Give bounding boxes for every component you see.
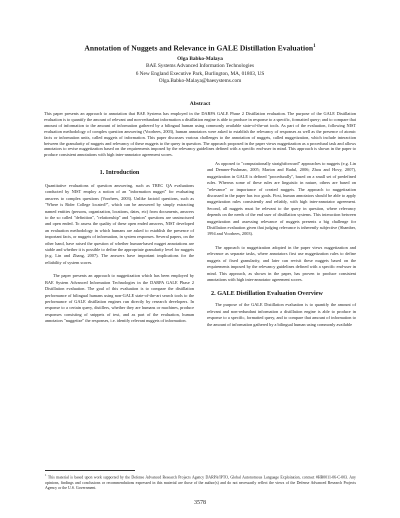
intro-paragraph-4: The approach to nuggetization adopted in the paper views nuggetization and relevance as separate tasks, where annotators first use nuggetization rules to define nuggets of fixed granularity, and later can revisit these nuggets based on the requirements imposed by the relevancy guidelines defined with a specific end-user in mind. This approach, as shown in the paper, has proven to produce consistent annotations with high inter-annotator agreement scores. [207, 244, 356, 282]
author-block [0, 56, 400, 86]
section-heading-overview: 2. GALE Distillation Evaluation Overview [211, 290, 323, 298]
left-column [45, 161, 194, 332]
abstract-text: This paper presents an approach to annotation that BAE Systems has employed in the DARPA GALE Phase 2 Distillation evaluation. The purpose of the GALE Distillation evaluation is to quantify the amount of relevant and non-redundant information a distillation engine is able to produce in response to a specific, formatted query; and to compare that amount of information to the amount of information gathered by a bilingual human using commonly available state-of-the-art tools. As part of the evaluation, following NIST evaluation methodology of complex question answering (Voorhees, 2003), human annotators were asked to establish the relevancy of responses as well as the presence of atomic facts or information units, called nuggets of information. This paper discusses various challenges to the annotation of nuggets, called nuggetization, which include interaction between the granularity of nuggets and relevancy of these nuggets to the query in question. The approach proposed in the paper views nuggetization as a procedural task and allows annotators to revise nuggetization based on the requirements imposed by the relevancy guidelines defined with a specific end-user in mind. This approach is shown in the paper to produce consistent annotations with high inter-annotator agreement scores. [44, 111, 356, 158]
author-affiliation: BAE Systems Advanced Information Technologies [145, 63, 255, 70]
intro-paragraph-3: As opposed to "computationally straightforward" approaches to nuggets (e.g. Lin and Demner-Fushman, 2005; Marton and Radul, 2006; Zhou and Hovy, 2007), nuggetization in GALE is defined "procedurally", based on a small set of predefined rules. Whereas some of these rules are linguistic in nature, others are based on "relevance" or importance of created nuggets. The approach to nuggetization discussed in the paper has two goals. First, human annotators should be able to apply nuggetization rules consistently and reliably, with high inter-annotator agreement. Second, all nuggets must be relevant to the query in question, where relevancy depends on the needs of the end user of distillation systems. This interaction between nuggetization and assessing relevance of nuggets presents a big challenge for Distillation evaluation given that judging relevance is inherently subjective (Shamber, 1994 and Voorhees, 2003). [207, 161, 356, 237]
intro-paragraph-2: The paper presents an approach to nuggetization which has been employed by BAE System Advanced Information Technologies in the DARPA GALE Phase 2 Distillation evaluation. The goal of this evaluation is to compare the distillation performance of bilingual humans using non-GALE state-of-the-art search tools to the performance of GALE distillation engines run directly by research developers. In response to a certain query, distillers, whether they are humans or machines, produce responses consisting of snippets of text, and as part of the evaluation, human annotators "nuggetize" the responses, i.e. identify relevant nuggets of information. [45, 273, 194, 324]
page-number: 3578 [194, 500, 206, 506]
footnote-text: This material is based upon work supported by the Defense Advanced Research Projects Agency DARPA/IPTO, Global Autonomous Language Exploitation, contract #HR0011-06-C-003. Any opinions, findings and conclusions or recommendations expressed in this material are those of the author(s) and do not necessarily reflect the views of the Defense Advanced Research Projects Agency or the U.S. Government. [45, 475, 356, 490]
title-text: Annotation of Nuggets and Relevance in GALE Distillation Evaluation [84, 43, 314, 53]
author-email: Olga.Babko-Malaya@baesystems.com [158, 78, 242, 85]
section-heading-introduction: 1. Introduction [99, 169, 140, 176]
footnote-divider [45, 470, 135, 471]
overview-paragraph-1: The purpose of the GALE Distillation evaluation is to quantify the amount of relevant and non-redundant information a distillation engine is able to produce in response to a specific, formatted query, and to compare that amount of information to the amount of information gathered by a bilingual human using commonly available [207, 302, 356, 327]
right-column [207, 161, 356, 335]
paper-title [0, 42, 400, 53]
author-name: Olga Babko-Malaya [177, 56, 223, 62]
footnote-mark: 1 [45, 473, 47, 477]
intro-paragraph-1: Quantitative evaluations of question answering, such as TREC QA evaluations conducted by NIST employ a notion of an "information nugget" for evaluating answers to complex questions (Voorhees, 2003). Unlike factoid questions, such as "Where is Rider College located?", which can be answered by simply extracting named entities (persons, organization, locations, dates, etc) from documents, answers to the so called "definition", "relationship" and "opinion" questions are unstructured and open ended. To assess the quality of these open ended answers, NIST developed an evaluation methodology in which humans are asked to establish the presence of important facts, or nuggets of information, in system responses. Several papers, on the other hand, have raised the question of whether human-based nugget annotations are stable and whether it is possible to define the appropriate granularity level for nuggets (e.g. Lin and Zhang, 2007). The answers have important implications for the reliability of system scores. [45, 183, 194, 265]
title-footnote-mark: 1 [313, 44, 316, 49]
author-address: 6 New England Executive Park, Burlington, MA, 01803, US [135, 70, 265, 77]
footnote [45, 473, 356, 491]
abstract-heading: Abstract [189, 101, 211, 107]
